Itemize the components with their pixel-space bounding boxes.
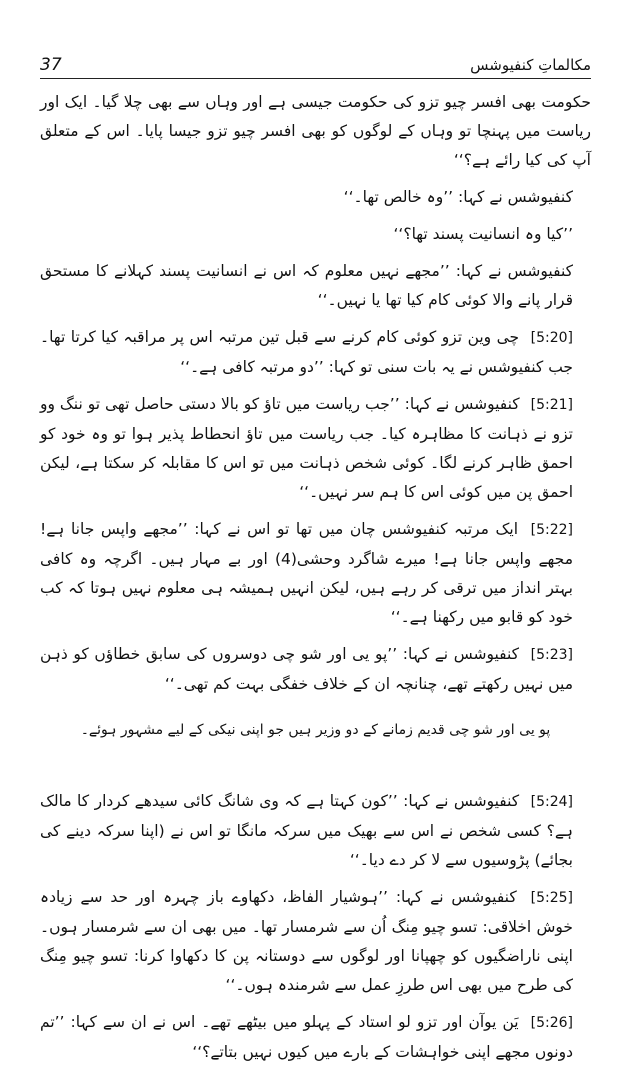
verse-reference: [5:26] — [530, 1015, 573, 1031]
paragraph — [40, 257, 591, 315]
paragraph-text: چی وین تزو کوئی کام کرنے سے قبل تین مرتبہ اس پر مراقبہ کیا کرتا تھا۔ جب کنفیوشس نے یہ بات سنی تو کہا: ’’دو مرتبہ کافی ہے۔‘‘ — [40, 328, 573, 376]
paragraph-text: کنفیوشس نے کہا: ’’مجھے نہیں معلوم کہ اس نے انسانیت پسند کہلانے کا مستحق قرار پانے والا کوئی کام کیا تھا یا نہیں۔‘‘ — [40, 262, 573, 309]
numbered-paragraph — [40, 883, 591, 1000]
paragraph-text: ’’کیا وہ انسانیت پسند تھا؟‘‘ — [393, 225, 573, 243]
numbered-paragraph — [40, 640, 591, 699]
paragraph-text: حکومت بھی افسر چیو تزو کی حکومت جیسی ہے اور وہاں سے بھی چلا گیا۔ ایک اور ریاست میں پہنچا تو وہاں کے لوگوں کو بھی افسر چیو تزو جیسا پایا۔ اس کے متعلق آپ کی کیا رائے ہے؟‘‘ — [40, 93, 591, 169]
paragraph-text: یَن یوآن اور تزو لو استاد کے پہلو میں بیٹھے تھے۔ اس نے ان سے کہا: ’’تم دونوں مجھے اپنی خواہشات کے بارے میں کیوں نہیں بتاتے؟‘‘ — [40, 1013, 573, 1061]
numbered-paragraph — [40, 515, 591, 632]
paragraph-text: ایک مرتبہ کنفیوشس چان میں تھا تو اس نے کہا: ’’مجھے واپس جانا ہے! مجھے واپس جانا ہے! میرے شاگرد وحشی(4) اور بے مہار ہیں۔ اگرچہ وہ کافی بہتر انداز میں ترقی کر رہے ہیں، لیکن انہیں ہمیشہ ہی معلوم نہیں ہوتا کہ کب خود کو قابو میں رکھنا ہے۔‘‘ — [40, 520, 573, 626]
page-body — [40, 88, 591, 1075]
paragraph-text: کنفیوشس نے کہا: ’’پو یی اور شو چی دوسروں کی سابق خطاؤں کو ذہن میں نہیں رکھتے تھے، چنانچہ ان کے خلاف خفگی بہت کم تھی۔‘‘ — [40, 645, 573, 693]
verse-reference: [5:21] — [530, 397, 573, 413]
verse-reference: [5:25] — [530, 890, 573, 906]
paragraph-text: کنفیوشس نے کہا: ’’ہوشیار الفاظ، دکھاوے باز چہرہ اور حد سے زیادہ خوش اخلاقی: تسو چیو مِنگ اُن سے شرمسار تھا۔ میں بھی ان سے شرمسار ہوں۔ اپنی ناراضگیوں کو چھپانا اور لوگوں سے دوستانہ پن کا دکھاوا کرنا: تسو چیو مِنگ کی طرح میں بھی اس طرزِ عمل سے شرمندہ ہوں۔‘‘ — [40, 888, 573, 994]
numbered-paragraph — [40, 390, 591, 507]
verse-reference: [5:24] — [530, 794, 573, 810]
verse-reference: [5:23] — [530, 647, 573, 663]
numbered-paragraph — [40, 1008, 591, 1067]
verse-reference: [5:22] — [530, 522, 573, 538]
paragraph-text: کنفیوشس نے کہا: ’’جب ریاست میں تاؤ کو بالا دستی حاصل تھی تو ننگ وو تزو نے ذہانت کا مظاہرہ کیا۔ جب ریاست میں تاؤ انحطاط پذیر ہوا تو وہ خود کو احمق ظاہر کرنے لگا۔ کوئی شخص ذہانت میں تو اس کا مقابلہ کر سکتا ہے، لیکن احمق پن میں کوئی اس کا ہم سر نہیں۔‘‘ — [40, 395, 573, 501]
paragraph — [40, 220, 591, 249]
page-number: 37 — [40, 55, 62, 75]
page-header — [40, 48, 591, 79]
verse-reference: [5:20] — [530, 330, 573, 346]
paragraph-text: کنفیوشس نے کہا: ’’وہ خالص تھا۔‘‘ — [343, 188, 573, 206]
numbered-paragraph — [40, 787, 591, 875]
running-title: مکالماتِ کنفیوشس — [470, 56, 591, 74]
footnote: پو یی اور شو چی قدیم زمانے کے دو وزیر ہیں جو اپنی نیکی کے لیے مشہور ہوئے۔ — [80, 722, 551, 738]
numbered-paragraph — [40, 323, 591, 382]
paragraph — [40, 88, 591, 175]
paragraph — [40, 183, 591, 212]
paragraph-text: کنفیوشس نے کہا: ’’کون کہتا ہے کہ وی شانگ کائی سیدھے کردار کا مالک ہے؟ کسی شخص نے اس سے بھیک میں سرکہ مانگا تو اس نے (اپنا سرکہ دینے کی بجائے) پڑوسیوں سے لا کر دے دیا۔‘‘ — [40, 792, 573, 869]
